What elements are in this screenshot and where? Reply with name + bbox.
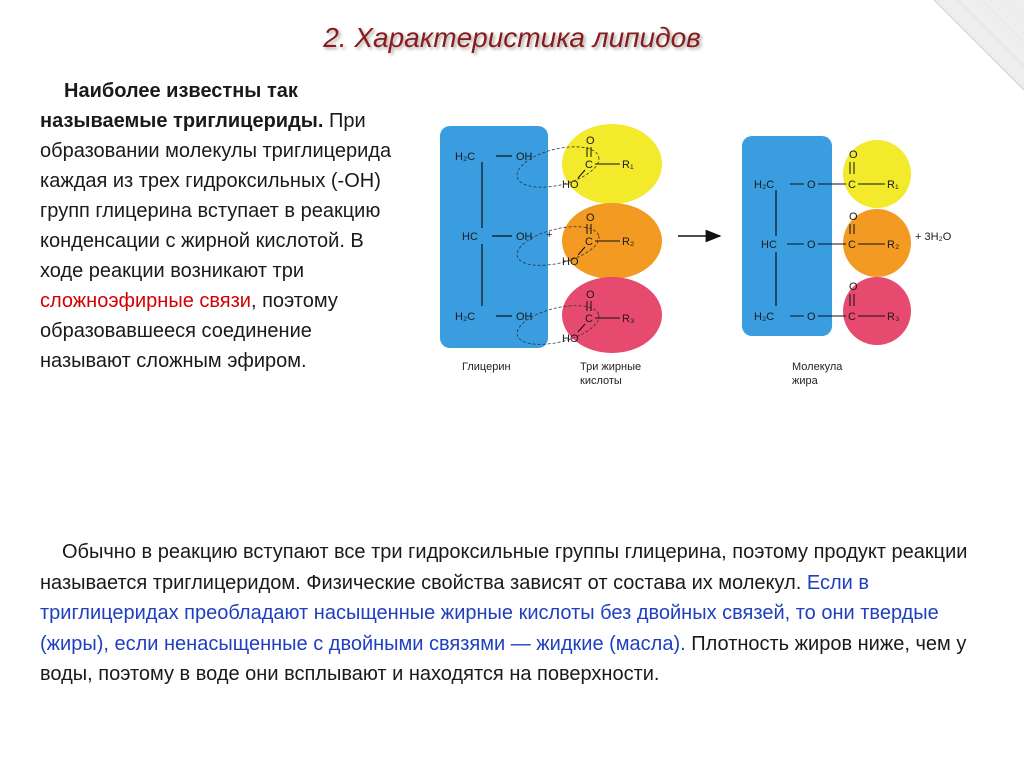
label-fat-molecule-1: Молекула (792, 361, 843, 373)
acid-1-o: O (586, 135, 595, 147)
acid-3-r: R₃ (622, 313, 635, 325)
product-carbon-3: H₂C (754, 311, 775, 323)
water-byproduct: + 3H₂O (915, 231, 952, 243)
ester-o-1: O (807, 179, 816, 191)
product-glycerol-block (742, 136, 832, 336)
reactant-carbon-2: HC (462, 231, 478, 243)
reactant-carbon-3: H₂C (455, 311, 476, 323)
label-fatty-acids-1: Три жирные (580, 361, 642, 373)
bold-lead-line2: называемые триглицериды. (40, 110, 324, 132)
ester-o-3: O (807, 311, 816, 323)
product-c-3: C (848, 311, 856, 323)
hydroxyl-1: OH (516, 151, 533, 163)
product-c-1: C (848, 179, 856, 191)
label-glycerin: Глицерин (462, 361, 511, 373)
acid-3-o: O (586, 289, 595, 301)
acid-2-c: C (585, 236, 593, 248)
left-paragraph (40, 76, 405, 376)
triglyceride-formation-diagram (430, 118, 990, 408)
acid-2-ho: HO (562, 256, 579, 268)
product-carbonyl-o-3: O (849, 281, 858, 293)
product-r-1: R₁ (887, 179, 899, 191)
label-fatty-acids-2: кислоты (580, 375, 622, 387)
plus-sign: + (546, 229, 553, 241)
label-fat-molecule-2: жира (792, 375, 818, 387)
left-text-end: , поэтому образовавшееся соединение называют сложным эфиром. (40, 290, 338, 372)
left-text-body: При образовании молекулы триглицерида каждая из трех гидроксильных (-OH) групп глицерина вступает в реакцию конденсации с жирной кислотой. В ходе реакции возникают три (40, 110, 392, 282)
bottom-text-end: Плотность жиров ниже, чем у воды, поэтому в воде они всплывают и находятся на поверхности. (40, 632, 967, 685)
fats-oils-highlight: Если в триглицеридах преобладают насыщенные жирные кислоты без двойных связей, то они твердые (жиры), если ненасыщенные с двойными связями — жидкие (масла). (40, 571, 939, 655)
product-r-3: R₃ (887, 311, 900, 323)
acid-2-o: O (586, 212, 595, 224)
acid-1-r: R₁ (622, 159, 634, 171)
acid-3-c: C (585, 313, 593, 325)
product-carbon-1: H₂C (754, 179, 775, 191)
acid-3-ho: HO (562, 333, 579, 345)
acid-2-r: R₂ (622, 236, 635, 248)
hydroxyl-2: OH (516, 231, 533, 243)
product-r-2: R₂ (887, 239, 900, 251)
product-carbonyl-o-1: O (849, 149, 858, 161)
bold-lead-line1: Наиболее известны так (64, 80, 298, 102)
acid-1-ho: HO (562, 179, 579, 191)
reactant-carbon-1: H₂C (455, 151, 476, 163)
product-carbonyl-o-2: O (849, 211, 858, 223)
hydroxyl-3: OH (516, 311, 533, 323)
slide-title: 2. Характеристика липидов (323, 22, 701, 53)
bottom-text-start: Обычно в реакцию вступают все три гидроксильные группы глицерина, поэтому продукт реакции называется триглицеридом. Физические свойства зависят от состава их молекул. (40, 541, 968, 594)
acid-1-c: C (585, 159, 593, 171)
ester-bonds-highlight: сложноэфирные связи (40, 290, 251, 312)
product-c-2: C (848, 239, 856, 251)
ester-o-2: O (807, 239, 816, 251)
bottom-paragraph (40, 537, 990, 690)
product-carbon-2: HC (761, 239, 777, 251)
